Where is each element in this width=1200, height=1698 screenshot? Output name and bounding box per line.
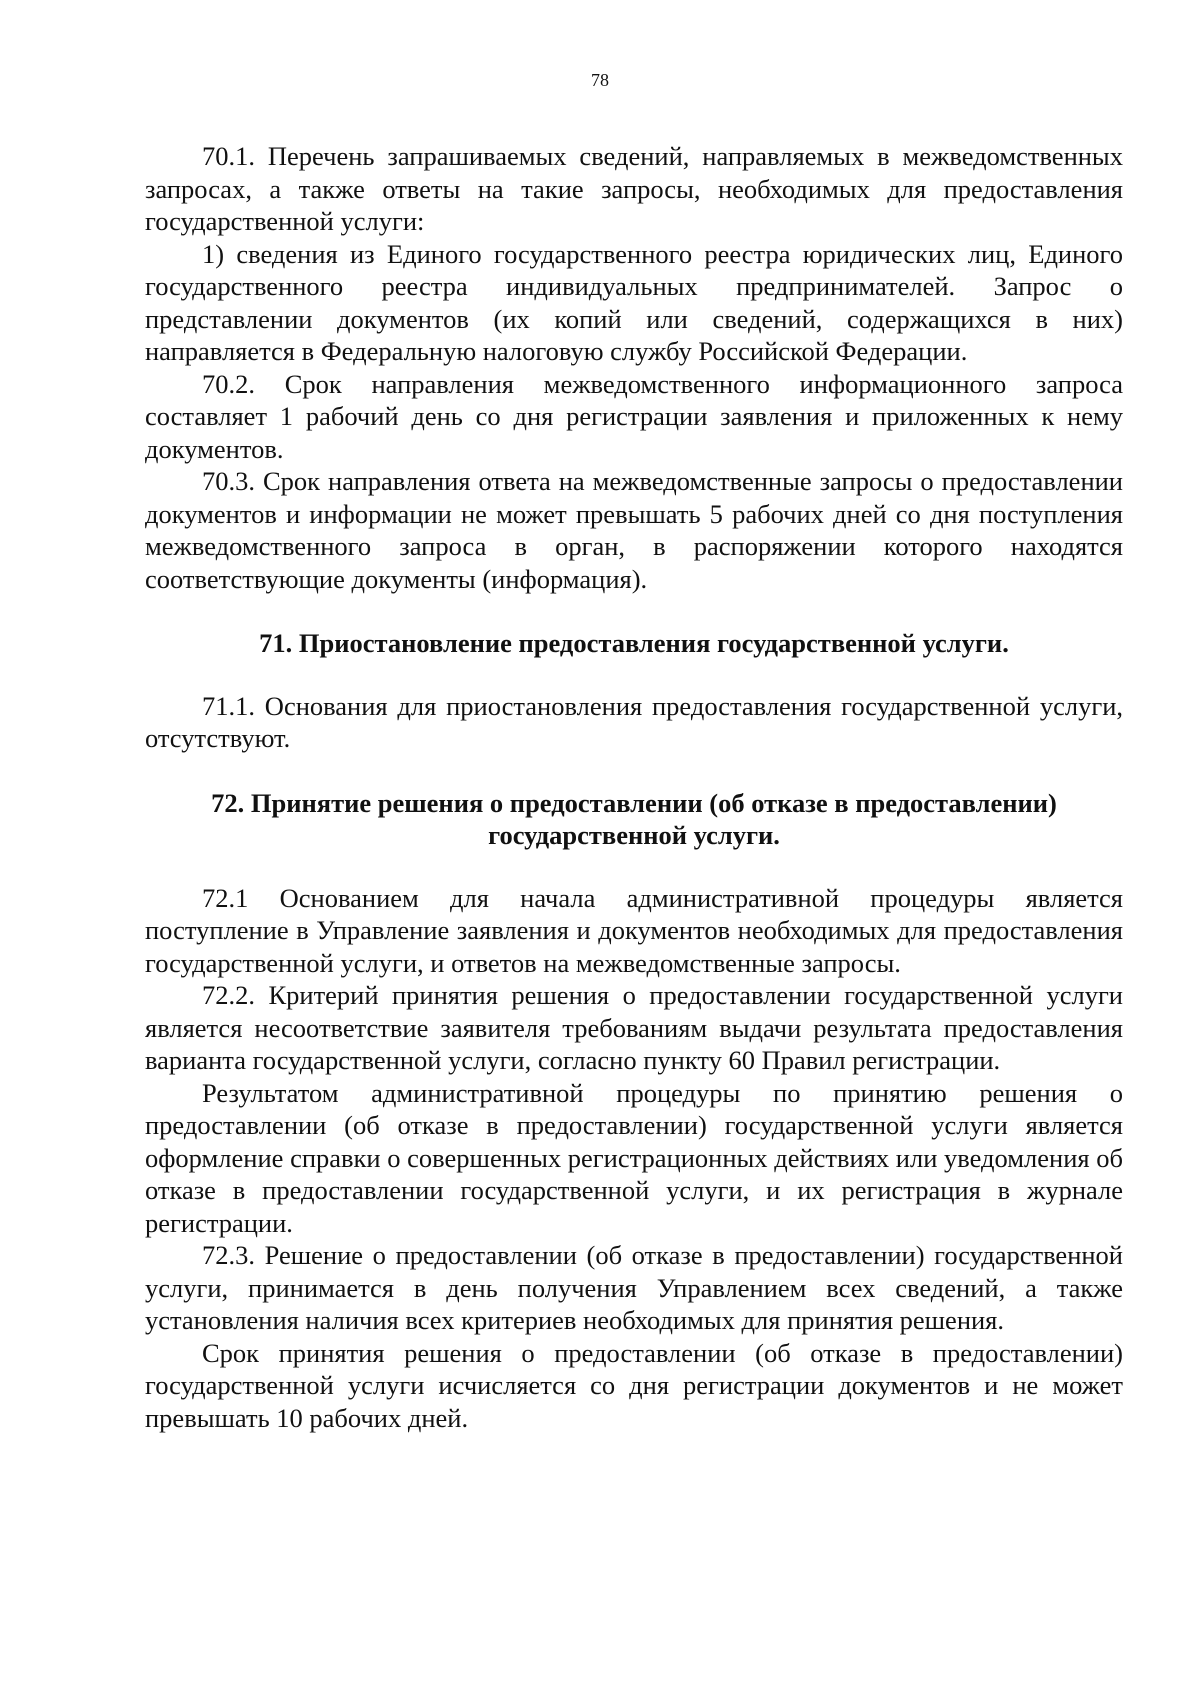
paragraph-70-1: 70.1. Перечень запрашиваемых сведений, направляемых в межведомственных запросах, а также ответы на такие запросы, необходимых для предоставления государственной услуги:	[145, 141, 1123, 236]
paragraph-72-1: 72.1 Основанием для начала административной процедуры является поступление в Управление заявления и документов необходимых для предоставления государственной услуги, и ответов на межведомственные запросы.	[145, 882, 1123, 978]
paragraph-70-2: 70.2. Срок направления межведомственного информационного запроса составляет 1 рабочий день со дня регистрации заявления и приложенных к нему документов.	[145, 368, 1123, 464]
paragraph-72-3: 72.3. Решение о предоставлении (об отказе в предоставлении) государственной услуги, принимается в день получения Управлением всех сведений, а также установления наличия всех критериев необходимых для принятия решения.	[145, 1240, 1123, 1335]
section-heading-71: 71. Приостановление предоставления государственной услуги.	[259, 628, 1009, 658]
paragraph-70-1-item-1: 1) сведения из Единого государственного реестра юридических лиц, Единого государственного реестра индивидуальных предпринимателей. Запрос о представлении документов (их копий или сведений, содержащихся в них) направляется в Федеральную налоговую службу Российской Федерации.	[145, 238, 1123, 366]
paragraph-72-2: 72.2. Критерий принятия решения о предоставлении государственной услуги является несоответствие заявителя требованиям выдачи результата предоставления варианта государственной услуги, согласно пункту 60 Правил регистрации.	[145, 980, 1123, 1075]
paragraph-70-3: 70.3. Срок направления ответа на межведомственные запросы о предоставлении документов и информации не может превышать 5 рабочих дней со дня поступления межведомственного запроса в орган, в распоряжении которого находятся соответствующие документы (информация).	[145, 466, 1123, 594]
paragraph-72-3-term: Срок принятия решения о предоставлении (об отказе в предоставлении) государственной услуги исчисляется со дня регистрации документов и не может превышать 10 рабочих дней.	[145, 1337, 1123, 1433]
section-heading-72: 72. Принятие решения о предоставлении (об отказе в предоставлении) государственной услуги.	[211, 787, 1057, 850]
paragraph-72-2-result: Результатом административной процедуры по принятию решения о предоставлении (об отказе в предоставлении) государственной услуги является оформление справки о совершенных регистрационных действиях или уведомления об отказе в предоставлении государственной услуги, и их регистрация в журнале регистрации.	[145, 1077, 1123, 1238]
paragraph-71-1: 71.1. Основания для приостановления предоставления государственной услуги, отсутствуют.	[145, 690, 1123, 753]
document-body	[145, 140, 1123, 1434]
page-number: 78	[591, 70, 609, 90]
